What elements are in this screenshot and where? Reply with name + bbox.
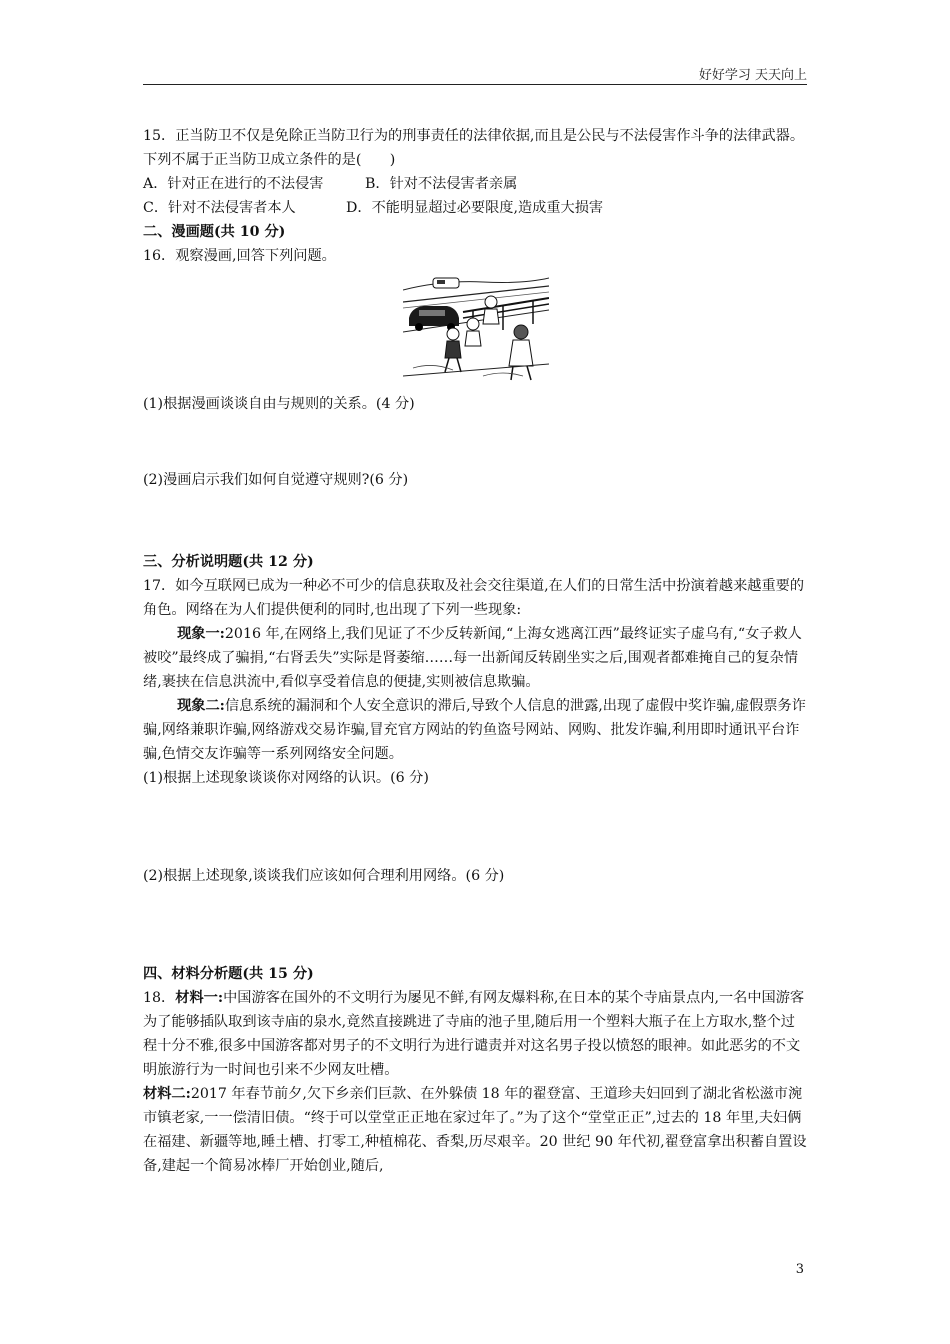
q15-option-b: B．针对不法侵害者亲属 <box>365 176 518 192</box>
q17-sub2: (2)根据上述现象,谈谈我们应该如何合理利用网络。(6 分) <box>143 868 505 884</box>
q17-stem: 17．如今互联网已成为一种必不可少的信息获取及社会交往渠道,在人们的日常生活中扮演着越来越重要的角色。网络在为人们提供便利的同时,也出现了下列一些现象: <box>143 578 805 618</box>
q17-phenomenon1 <box>143 622 809 694</box>
q18-material2-label: 材料二: <box>143 1086 191 1102</box>
header-divider <box>143 84 807 85</box>
answer-space <box>143 888 809 962</box>
q17-phenomenon1-label: 现象一: <box>177 626 225 642</box>
header-slogan: 好好学习 天天向上 <box>698 68 807 83</box>
comic-figure <box>143 272 809 384</box>
answer-space <box>143 492 809 550</box>
q18-material2 <box>143 1082 809 1178</box>
document-body <box>143 124 809 1178</box>
q17-phenomenon2-text: 信息系统的漏洞和个人安全意识的滞后,导致个人信息的泄露,出现了虚假中奖诈骗,虚假票务诈骗,网络兼职诈骗,网络游戏交易诈骗,冒充官方网站的钓鱼盗号网站、网购、批发诈骗,利用即时通讯平台诈骗,色情交友诈骗等一系列网络安全问题。 <box>143 698 806 762</box>
q18-material1-label: 材料一: <box>175 990 224 1006</box>
section2-title: 二、漫画题(共 10 分) <box>143 224 286 240</box>
q17-phenomenon2 <box>143 694 809 766</box>
q15-options-row1 <box>143 172 809 196</box>
q18-number: 18． <box>143 990 176 1006</box>
q16-sub2: (2)漫画启示我们如何自觉遵守规则?(6 分) <box>143 472 409 488</box>
section3-title: 三、分析说明题(共 12 分) <box>143 554 314 570</box>
q15-option-c: C．针对不法侵害者本人 <box>143 200 296 216</box>
q15-option-d: D．不能明显超过必要限度,造成重大损害 <box>346 200 604 216</box>
q15-options-row2 <box>143 196 809 220</box>
page-number: 3 <box>795 1262 804 1277</box>
q17-phenomenon2-label: 现象二: <box>177 698 225 714</box>
q16-stem: 16．观察漫画,回答下列问题。 <box>143 248 336 264</box>
answer-space <box>143 790 809 864</box>
q18-material1 <box>143 986 809 1082</box>
q18-material1-text: 中国游客在国外的不文明行为屡见不鲜,有网友爆料称,在日本的某个寺庙景点内,一名中国游客为了能够插队取到该寺庙的泉水,竟然直接跳进了寺庙的池子里,随后用一个塑料大瓶子在上方取水,整个过程十分不雅,很多中国游客都对男子的不文明行为进行谴责并对这名男子投以愤怒的眼神。如此恶劣的不文明旅游行为一时间也引来不少网友吐槽。 <box>143 990 805 1078</box>
q18-material2-text: 2017 年春节前夕,欠下乡亲们巨款、在外躲债 18 年的翟登富、王道珍夫妇回到了湖北省松滋市涴市镇老家,一一偿清旧债。“终于可以堂堂正正地在家过年了。”为了这个“堂堂正正”,过去的 18 年里,夫妇俩在福建、新疆等地,睡土槽、打零工,种植棉花、香梨,历尽艰辛。20 世纪 90 年代初,翟登富拿出积蓄自置设备,建起一个简易冰棒厂开始创业,随后, <box>143 1086 807 1174</box>
q16-sub1: (1)根据漫画谈谈自由与规则的关系。(4 分) <box>143 396 415 412</box>
q17-phenomenon1-text: 2016 年,在网络上,我们见证了不少反转新闻,“上海女逃离江西”最终证实子虚乌有,“女子救人被咬”最终成了骗捐,“右肾丢失”实际是肾萎缩……每一出新闻反转剧坐实之后,围观者都难掩自己的复杂情绪,裹挟在信息洪流中,看似享受着信息的便捷,实则被信息欺骗。 <box>143 626 802 690</box>
q17-sub1: (1)根据上述现象谈谈你对网络的认识。(6 分) <box>143 770 429 786</box>
answer-space <box>143 416 809 468</box>
q15-option-a: A．针对正在进行的不法侵害 <box>143 176 324 192</box>
comic-illustration <box>403 272 549 384</box>
q15-stem: 15．正当防卫不仅是免除正当防卫行为的刑事责任的法律依据,而且是公民与不法侵害作斗争的法律武器。下列不属于正当防卫成立条件的是( ) <box>143 128 805 168</box>
section4-title: 四、材料分析题(共 15 分) <box>143 966 314 982</box>
